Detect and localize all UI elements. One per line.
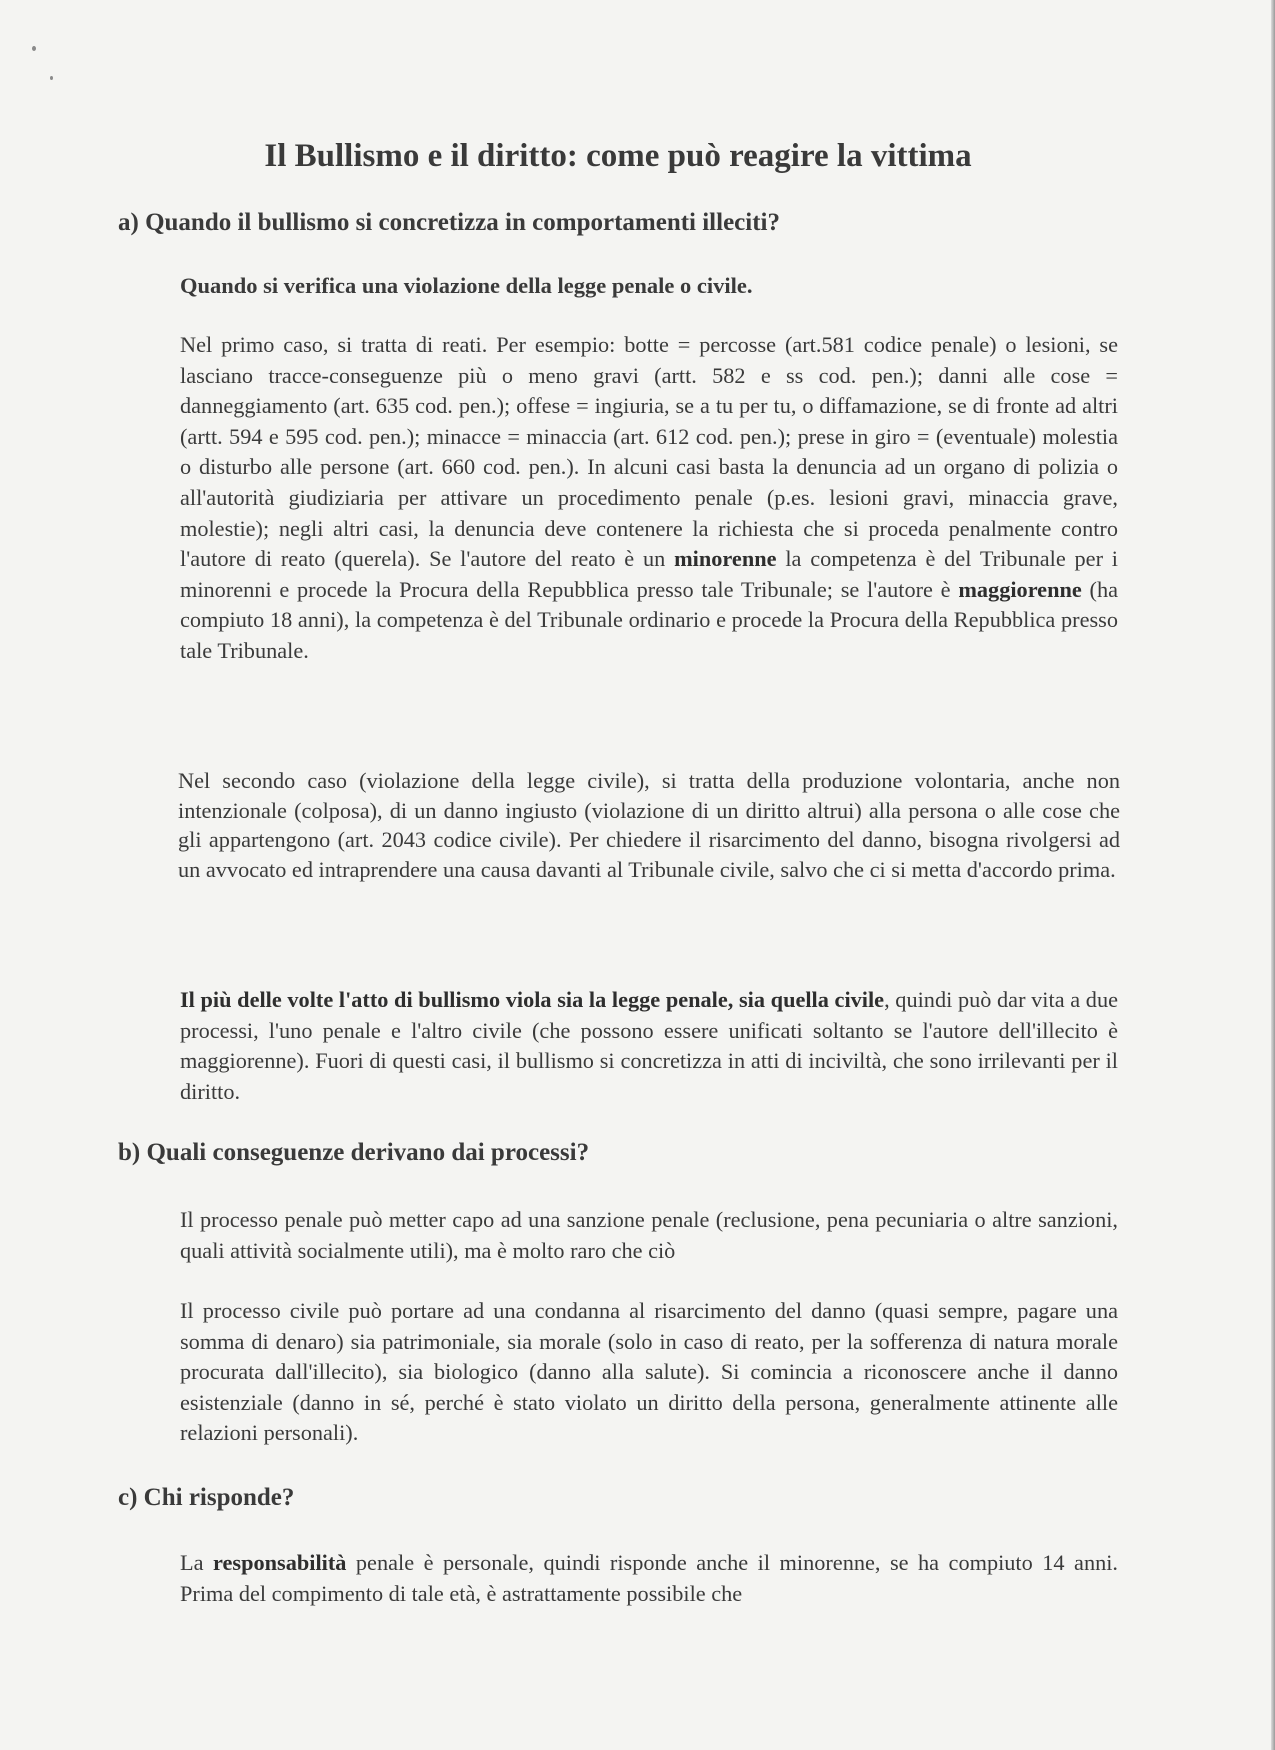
section-a-paragraph-1 [180, 330, 1118, 667]
text-run: La [180, 1550, 214, 1575]
section-b-paragraph-1: Il processo penale può metter capo ad una sanzione penale (reclusione, pena pecuniaria o altre sanzioni, quali attività socialmente utili), ma è molto raro che ciò [180, 1207, 1118, 1263]
text-run: (ha compiuto 18 anni), la competenza è del Tribunale ordinario e procede la Procura della Repubblica presso tale Tribunale. [180, 576, 1118, 663]
question-a-heading: a) Quando il bullismo si concretizza in comportamenti illeciti? [118, 209, 780, 236]
page-edge [1271, 0, 1275, 1750]
section-c-paragraph-1 [180, 1548, 1118, 1609]
text-run: penale è personale, quindi risponde anche il minorenne, se ha compiuto 14 anni. Prima del compimento di tale età, è astrattamente possibile che [180, 1550, 1119, 1606]
bold-term-responsabilita: responsabilità [213, 1550, 347, 1575]
scan-speck [32, 46, 36, 51]
section-a-paragraph-2: Nel secondo caso (violazione della legge civile), si tratta della produzione volontaria, anche non intenzionale (colposa), di un danno ingiusto (violazione di un diritto altrui) alla persona o alle cose che gli appartengono (art. 2043 codice civile). Per chiedere il risarcimento del danno, bisogna rivolgersi ad un avvocato ed intraprendere una causa davanti al Tribunale civile, salvo che ci si metta d'accordo prima. [178, 768, 1120, 882]
bold-term-minorenne: minorenne [674, 546, 777, 572]
section-a-subheading: Quando si verifica una violazione della legge penale o civile. [180, 273, 753, 298]
text-run: Nel primo caso, si tratta di reati. Per esempio: botte = percosse (art.581 codice penale) o lesioni, se lasciano tracce-conseguenze più o meno gravi (artt. 582 e ss cod. pen.); danni alle cose = danneggiamento (art. 635 cod. pen.); offese = ingiuria, se a tu per tu, o diffamazione, se di fronte ad altri (artt. 594 e 595 cod. pen.); minacce = minaccia (art. 612 cod. pen.); prese in giro = (eventuale) molestia o disturbo alle persone (art. 660 cod. pen.). In alcuni casi basta la denuncia ad un organo di polizia o all'autorità giudiziaria per attivare un procedimento penale (p.es. lesioni gravi, minaccia grave, molestie); negli altri casi, la denuncia deve contenere la richiesta che si proceda penalmente contro l'autore di reato (querela). Se l'autore del reato è un [180, 332, 1118, 572]
bold-statement: Il più delle volte l'atto di bullismo viola sia la legge penale, sia quella civile [180, 987, 885, 1012]
question-c-heading: c) Chi risponde? [118, 1484, 295, 1511]
bold-term-maggiorenne: maggiorenne [958, 576, 1082, 602]
section-b-paragraph-2: Il processo civile può portare ad una condanna al risarcimento del danno (quasi sempre, pagare una somma di denaro) sia patrimoniale, sia morale (solo in caso di reato, per la sofferenza di natura morale procurata dall'illecito), sia biologico (danno alla salute). Si comincia a riconoscere anche il danno esistenziale (danno in sé, perché è stato violato un diritto della persona, generalmente attinente alle relazioni personali). [180, 1298, 1118, 1446]
text-run: la competenza è del Tribunale per i minorenni e procede la Procura della Repubblica presso tale Tribunale; se l'autore è [180, 546, 1118, 602]
page-title: Il Bullismo e il diritto: come può reagire la vittima [264, 138, 972, 174]
section-a-paragraph-3 [180, 985, 1118, 1107]
question-b-heading: b) Quali conseguenze derivano dai processi? [118, 1139, 590, 1166]
scan-speck [50, 76, 53, 80]
text-run: , quindi può dar vita a due processi, l'uno penale e l'altro civile (che possono essere unificati soltanto se l'autore dell'illecito è maggiorenne). Fuori di questi casi, il bullismo si concretizza in atti di inciviltà, che sono irrilevanti per il diritto. [180, 987, 1118, 1104]
